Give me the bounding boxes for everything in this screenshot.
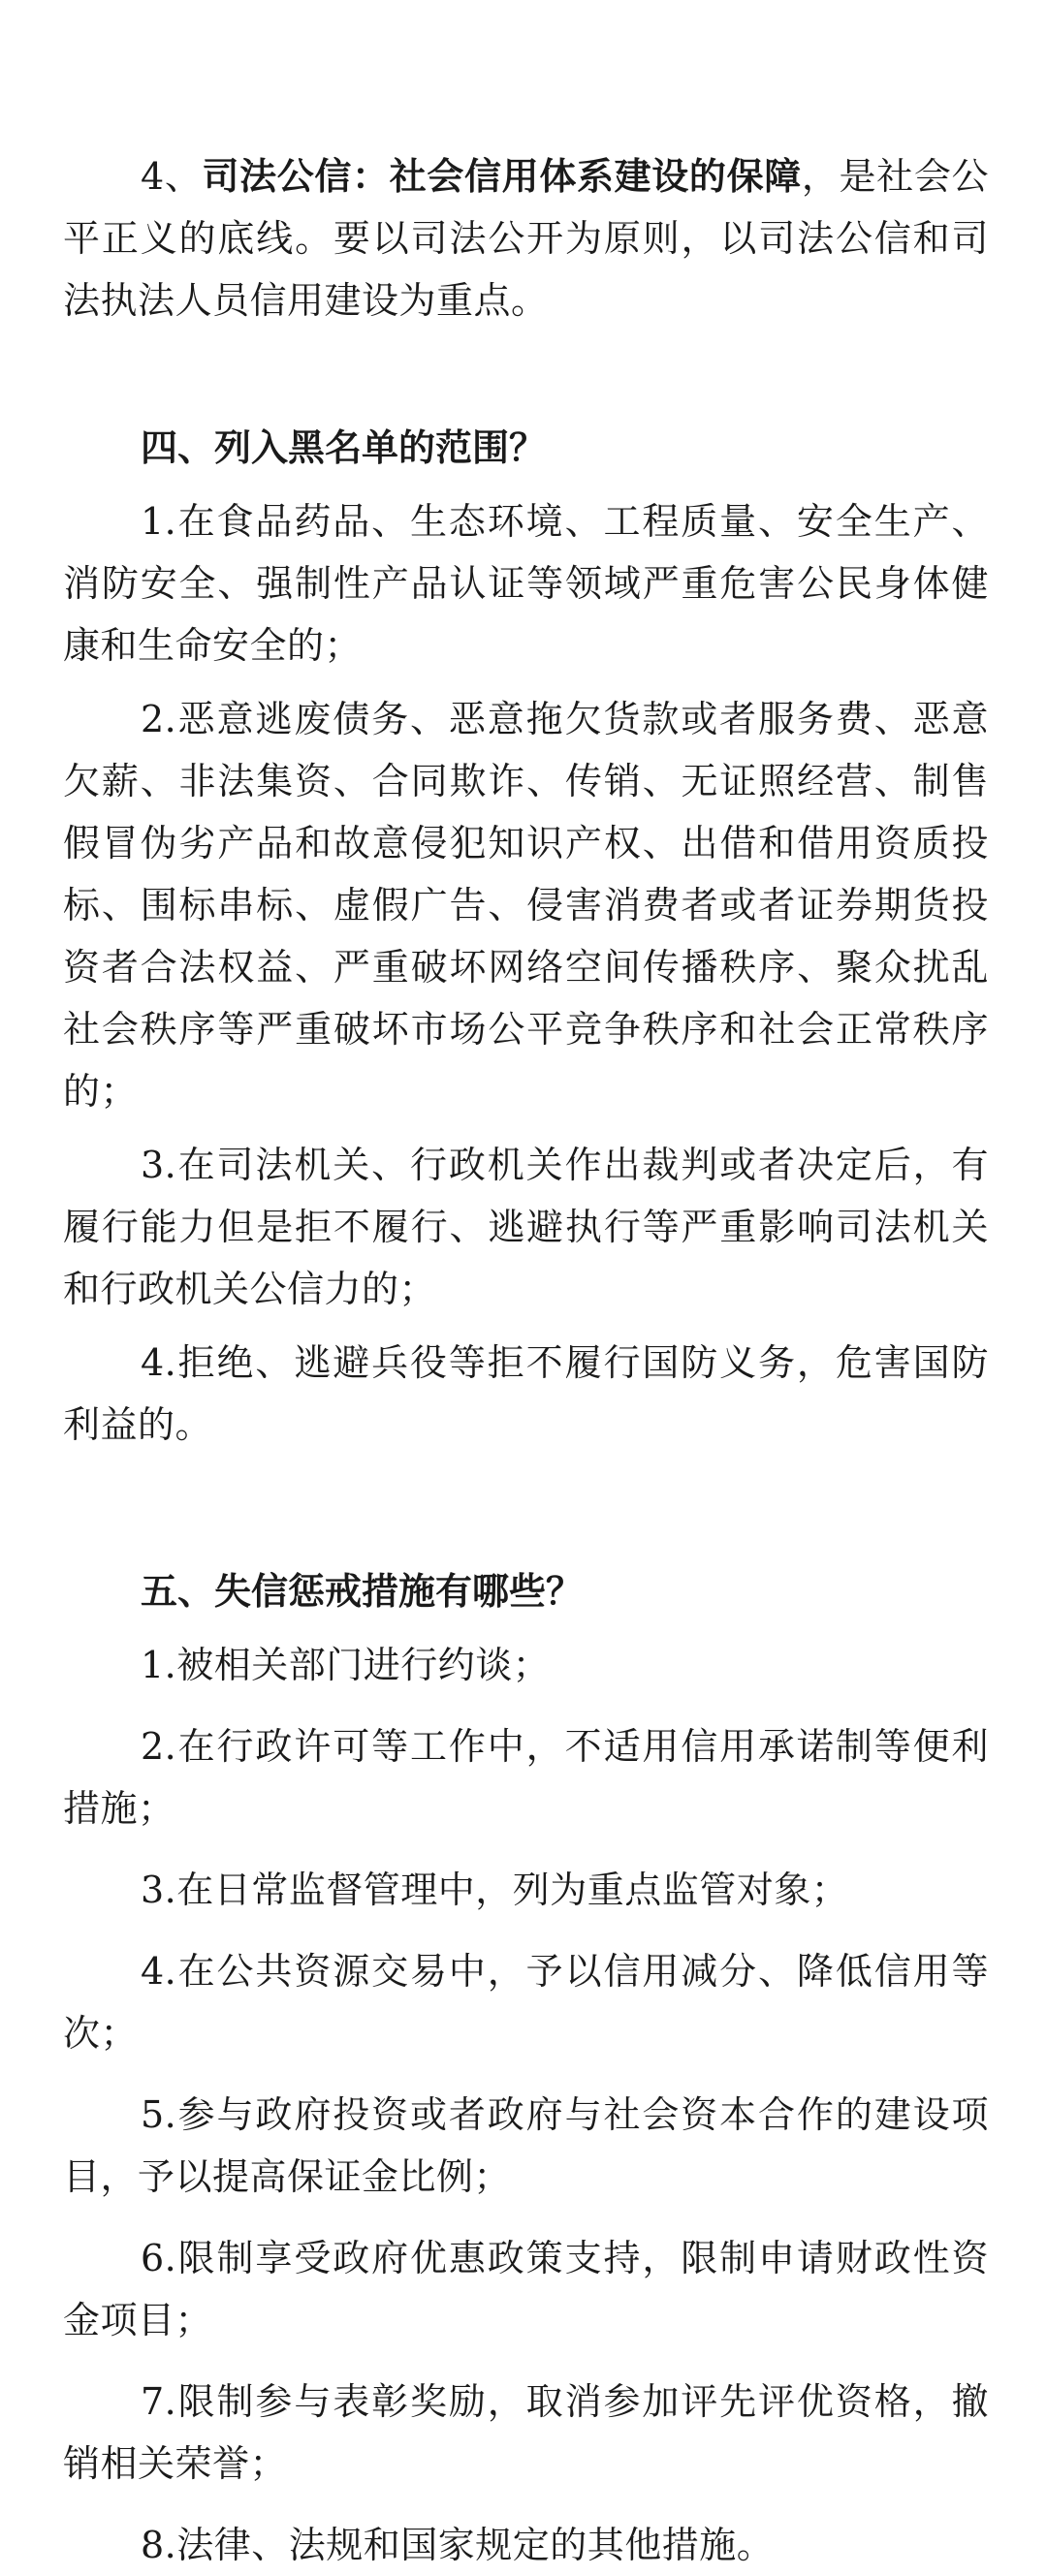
section5-item: 7.限制参与表彰奖励，取消参加评先评优资格，撤销相关荣誉； <box>63 2380 989 2485</box>
section4-heading: 四、列入黑名单的范围？ <box>141 426 547 469</box>
section4-item: 2.恶意逃废债务、恶意拖欠货款或者服务费、恶意欠薪、非法集资、合同欺诈、传销、无证照经营、制售假冒伪劣产品和故意侵犯知识产权、出借和借用资质投标、围标串标、虚假广告、侵害消费者或者证券期货投资者合法权益、严重破坏网络空间传播秩序、聚众扰乱社会秩序等严重破坏市场公平竞争秩序和社会正常秩序的； <box>63 698 989 1113</box>
intro-rest: ，是社会公平正义的底线。要以司法公开为原则，以司法公信和司法执法人员信用建设为重点。 <box>63 155 989 322</box>
section5-item: 8.法律、法规和国家规定的其他措施。 <box>141 2524 775 2566</box>
section5-list <box>63 1634 989 2576</box>
section5-item: 2.在行政许可等工作中，不适用信用承诺制等便利措施； <box>63 1725 989 1830</box>
section5-item: 5.参与政府投资或者政府与社会资本合作的建设项目，予以提高保证金比例； <box>63 2093 989 2198</box>
section5-item: 3.在日常监督管理中，列为重点监管对象； <box>141 1869 849 1911</box>
section5-item: 4.在公共资源交易中，予以信用减分、降低信用等次； <box>63 1950 989 2055</box>
section4-list <box>63 490 989 1456</box>
section4-item: 3.在司法机关、行政机关作出裁判或者决定后，有履行能力但是拒不履行、逃避执行等严重影响司法机关和行政机关公信力的； <box>63 1144 989 1310</box>
section4-item: 4.拒绝、逃避兵役等拒不履行国防义务，危害国防利益的。 <box>63 1341 989 1446</box>
section5-item: 6.限制享受政府优惠政策支持，限制申请财政性资金项目； <box>63 2237 989 2341</box>
section5-heading: 五、失信惩戒措施有哪些？ <box>141 1570 584 1613</box>
section4-item: 1.在食品药品、生态环境、工程质量、安全生产、消防安全、强制性产品认证等领域严重危害公民身体健康和生命安全的； <box>63 500 989 667</box>
intro-paragraph <box>63 145 989 331</box>
intro-bold-phrase: 司法公信：社会信用体系建设的保障 <box>202 155 802 198</box>
section5-item: 1.被相关部门进行约谈； <box>141 1644 551 1686</box>
intro-prefix: 4、 <box>141 155 203 198</box>
